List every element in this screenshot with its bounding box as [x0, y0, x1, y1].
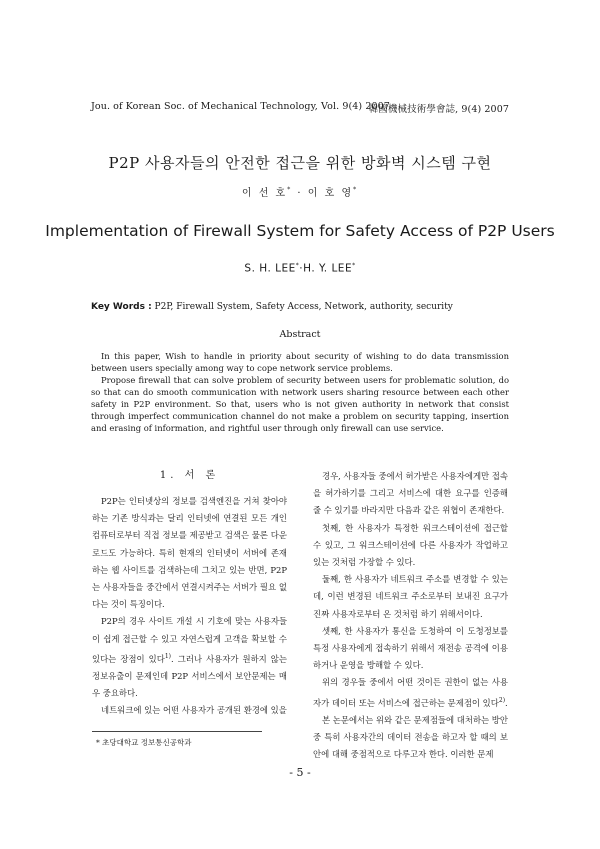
body-column-left — [92, 468, 287, 719]
body-paragraph: 경우, 사용자들 중에서 허가받은 사용자에게만 접속을 허가하기를 그리고 서비스에 대한 요구를 인증해 줄 수 있기를 바라지만 다음과 같은 위협이 존재한다. — [313, 471, 508, 516]
body-text: . — [505, 697, 508, 708]
body-column-right — [313, 468, 508, 763]
body-paragraph: 네트워크에 있는 어떤 사용자가 공개된 환경에 있을 — [101, 705, 287, 716]
affiliation-footnote: * 초당대학교 정보통신공학과 — [96, 738, 192, 747]
author-2-english: H. Y. LEE — [303, 262, 353, 275]
body-paragraph: P2P는 인터넷상의 정보를 검색엔진을 거쳐 찾아야 하는 기존 방식과는 달리 인터넷에 연결된 모든 개인 컴퓨터로부터 직접 정보를 제공받고 검색은 물론 다운로드도 가능하다. 특히 현재의 인터넷이 서버에 존재하는 웹 사이트를 검색하는데 그치고 있는 반면, P2P는 사용자들을 중간에서 연결시켜주는 서버가 필요 없다는 것이 특징이다. — [92, 496, 287, 610]
paper-title-korean: P2P 사용자들의 안전한 접근을 위한 방화벽 시스템 구현 — [108, 154, 492, 172]
citation-ref: 2) — [498, 696, 506, 704]
footnote-divider — [92, 731, 262, 732]
author-2-affiliation-mark: * — [353, 186, 359, 194]
abstract-body — [91, 350, 509, 434]
author-2-english-mark: * — [352, 262, 356, 269]
abstract-paragraph: Propose firewall that can solve problem of security between users for problematic solution, do so that can do smooth communication with network users sharing resource between each other safety in P2P environment. So that, users who is not given authority in network that consist through imperfect communication channel do not make a problem on security tapping, insertion and erasing of information, and rightful user through only firewall can use service. — [91, 375, 509, 433]
body-paragraph: 첫째, 한 사용자가 특정한 워크스테이션에 접근할 수 있고, 그 워크스테이션에 다른 사용자가 작업하고 있는 것처럼 가장할 수 있다. — [313, 522, 508, 568]
keywords — [91, 302, 511, 312]
page-number: - 5 - — [289, 766, 311, 779]
body-text: 위의 경우들 중에서 어떤 것이든 권한이 없는 사용자가 데이터 또는 서비스에 접근하는 문제점이 있다 — [313, 677, 508, 708]
body-text: . 그러나 사용자가 원하지 않는 정보유출이 문제인데 P2P 서비스에서 보안문제는 매우 중요하다. — [92, 653, 287, 699]
authors-korean — [0, 184, 600, 199]
journal-header-right: 韓國機械技術學會誌, 9(4) 2007 — [368, 104, 509, 115]
citation-ref: 1) — [164, 652, 172, 660]
section-heading-introduction: 1. 서 론 — [159, 470, 220, 481]
body-text: P2P의 경우 사이트 개설 시 기호에 맞는 사용자들이 쉽게 접근할 수 있고 자연스럽게 고객을 확보할 수 있다는 장점이 있다 — [92, 616, 287, 664]
author-1-affiliation-mark: * — [287, 186, 293, 194]
body-paragraph — [92, 613, 287, 702]
journal-header-left: Jou. of Korean Soc. of Mechanical Technology, Vol. 9(4) 2007 — [91, 101, 390, 112]
keywords-text: P2P, Firewall System, Safety Access, Network, authority, security — [151, 302, 453, 312]
body-paragraph: 둘째, 한 사용자가 네트워크 주소를 변경할 수 있는데, 이런 변경된 네트워크 주소로부터 보내진 요구가 진짜 사용자로부터 온 것처럼 하기 위해서이다. — [313, 574, 508, 619]
body-paragraph: 본 논문에서는 위와 같은 문제점들에 대처하는 방안 중 특히 사용자간의 데이터 전송을 하고자 할 때의 보안에 대해 중점적으로 다루고자 한다. 이러한 문제 — [313, 714, 508, 760]
body-paragraph: 셋째, 한 사용자가 통신을 도청하여 이 도청정보를 특정 사용자에게 접속하기 위해서 재전송 공격에 이용하거나 운영을 방해할 수 있다. — [313, 625, 508, 671]
abstract-paragraph: In this paper, Wish to handle in priority about security of wishing to do data transmission between users specially among way to cope network service problems. — [91, 351, 509, 373]
paper-title-english: Implementation of Firewall System for Safety Access of P2P Users — [45, 222, 555, 240]
keywords-label: Key Words : — [91, 302, 152, 312]
body-paragraph — [313, 674, 508, 711]
author-1-english: S. H. LEE — [244, 262, 296, 275]
author-2-korean: 이 호 영 — [307, 188, 354, 199]
author-separator: · — [292, 188, 308, 199]
abstract-heading: Abstract — [279, 329, 321, 340]
authors-english — [0, 262, 600, 275]
author-separator-english: · — [299, 262, 304, 275]
author-1-english-mark: * — [295, 262, 300, 269]
author-1-korean: 이 선 호 — [241, 188, 288, 199]
